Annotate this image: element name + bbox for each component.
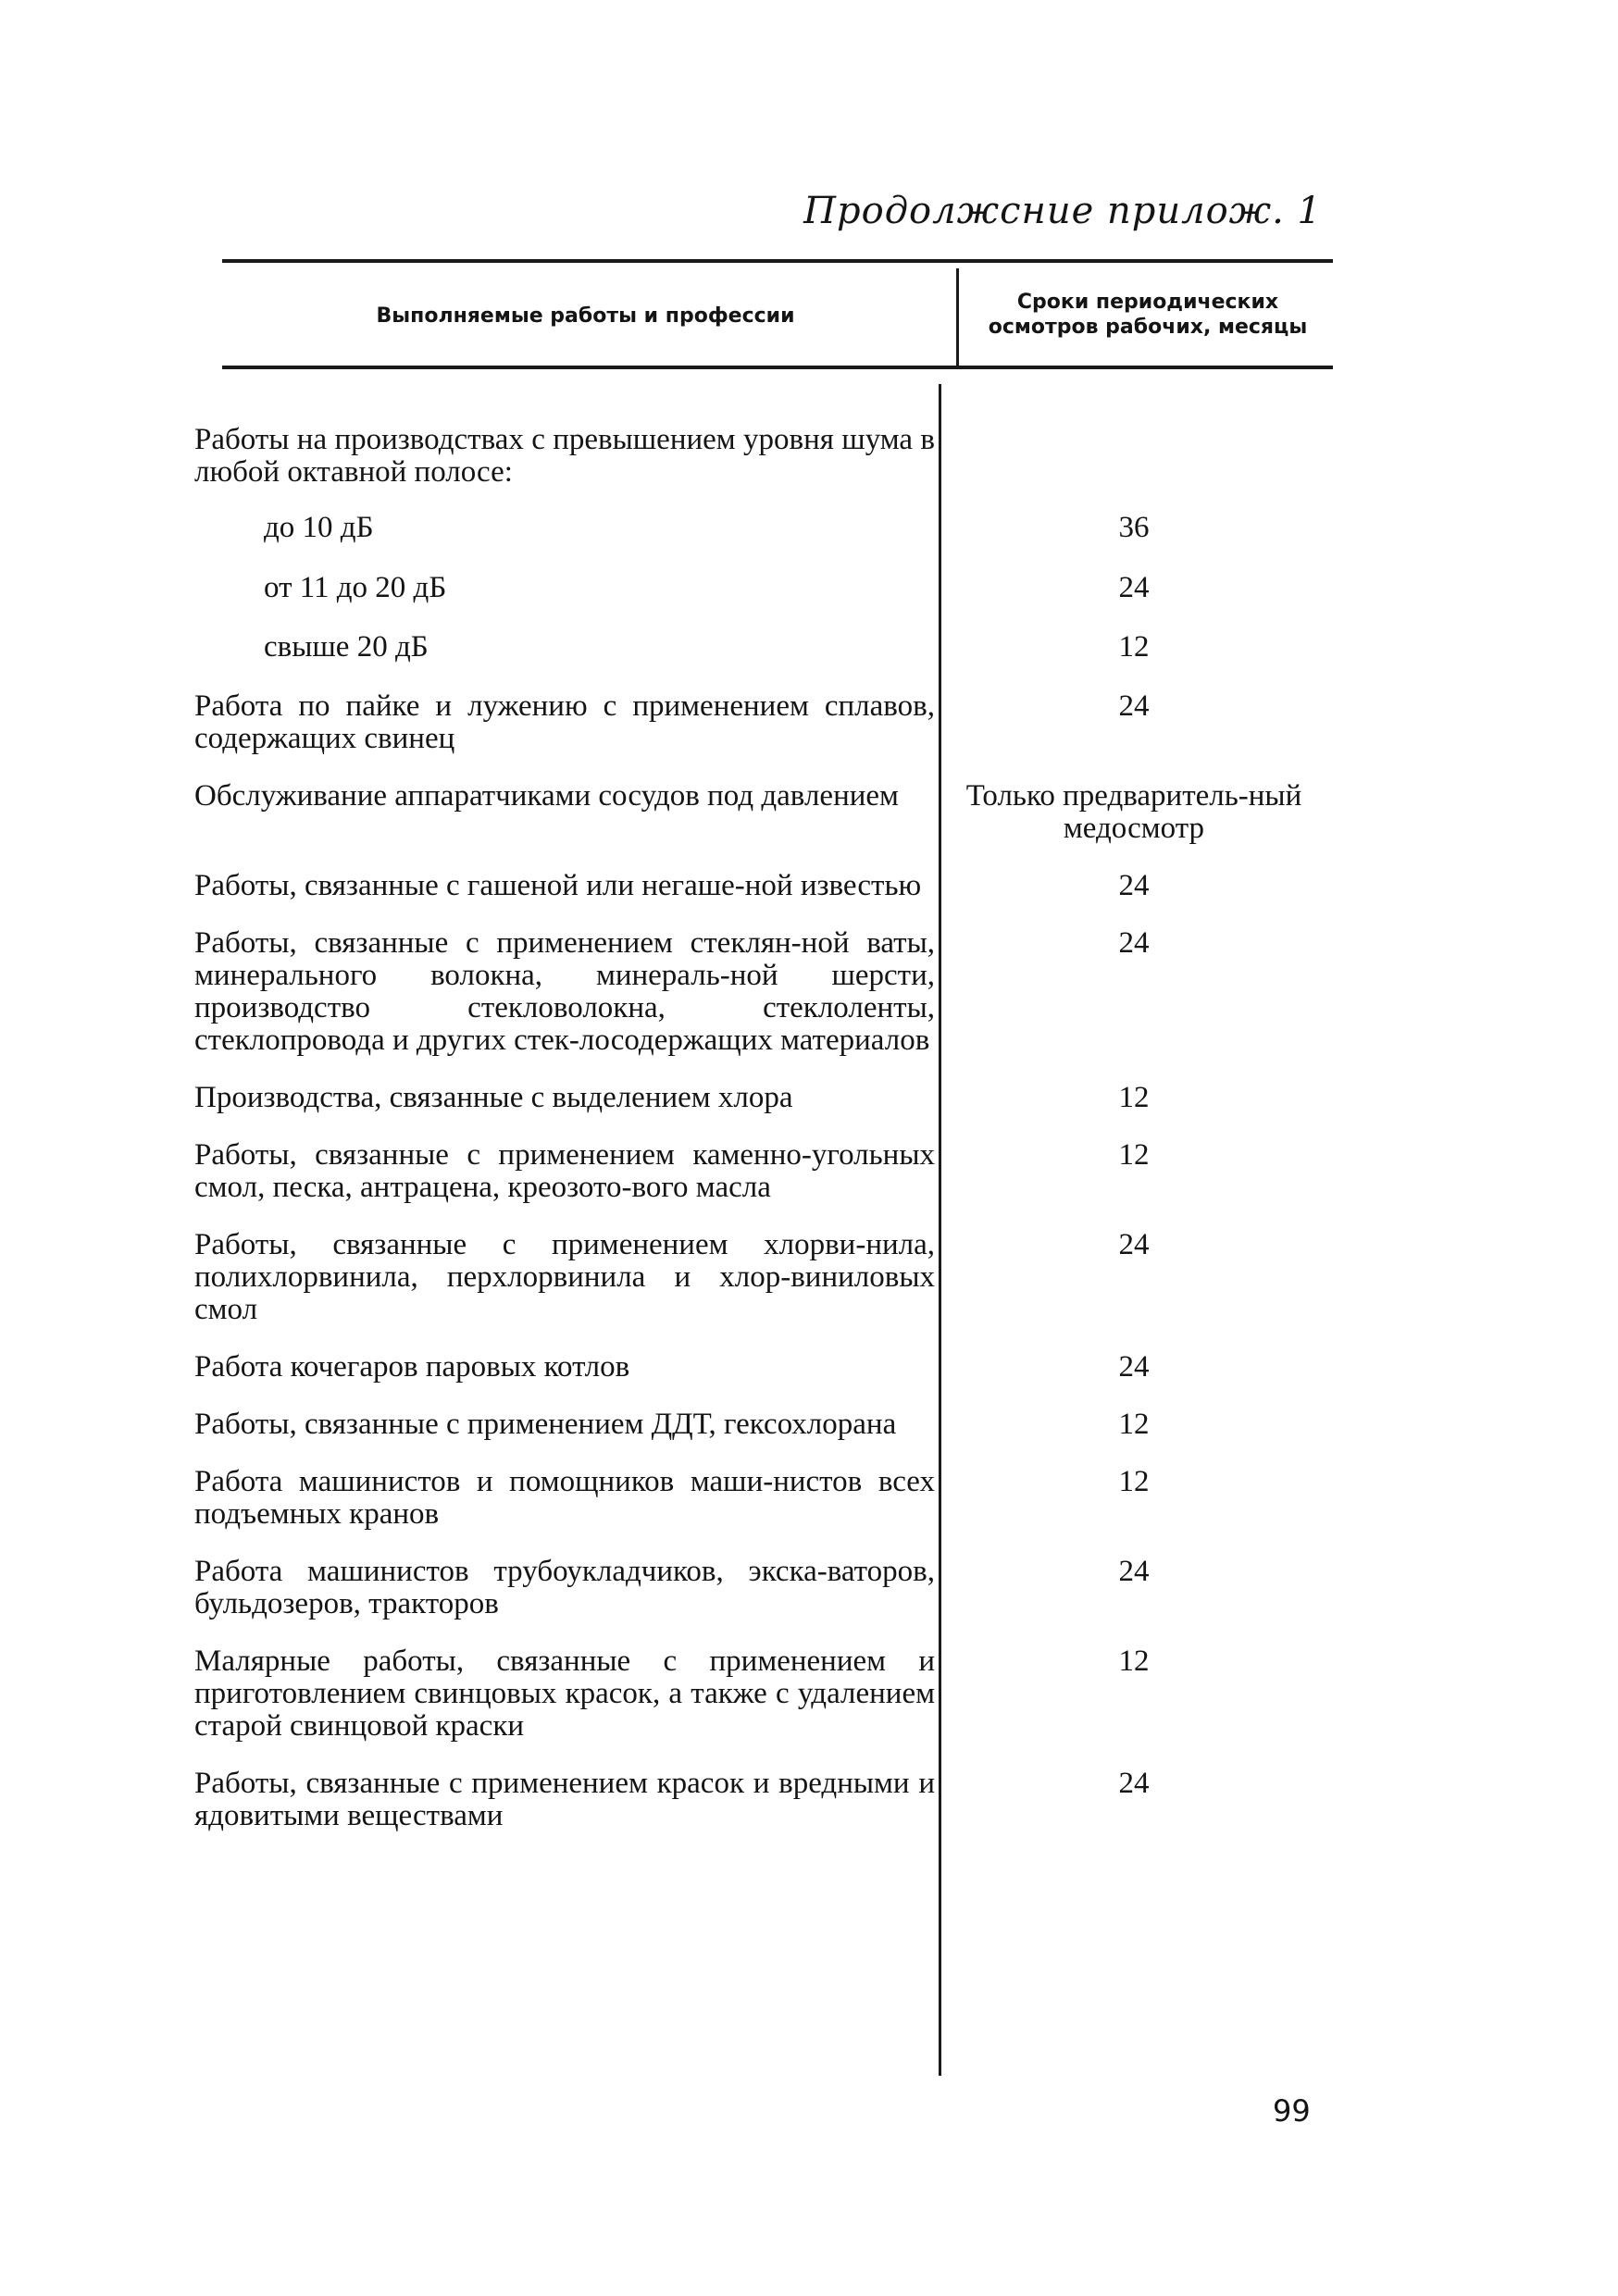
term-cell: Только предваритель-ный медосмотр [965,779,1302,845]
header-column-divider [956,268,959,366]
column-header-terms: Сроки периодических осмотров рабочих, месяцы [988,291,1308,339]
table-row [194,1229,1333,1326]
work-cell: Работа кочегаров паровых котлов [194,1350,630,1384]
table-header-rule [222,366,1333,369]
term-cell: 24 [1118,1767,1150,1800]
term-cell: 12 [1118,1644,1150,1678]
table-top-rule [222,259,1333,263]
term-cell: 24 [1118,1350,1150,1384]
running-head: Продолжсние прилож. 1 [803,190,1322,232]
work-cell: Производства, связанные с выделением хлора [194,1081,793,1114]
table-row [194,870,1333,902]
table-body [194,407,1333,1832]
table-row [194,631,1333,664]
term-cell: 12 [1118,1465,1150,1498]
term-cell: 12 [1118,630,1150,664]
table-row [194,690,1333,755]
page-number: 99 [1273,2093,1311,2128]
term-cell: 24 [1118,869,1150,902]
table-row [194,1556,1333,1620]
work-cell: Обслуживание аппаратчиками сосудов под давлением [194,779,899,813]
table-row [194,1466,1333,1531]
term-cell: 12 [1118,1081,1150,1114]
work-cell: Работы, связанные с применением ДДТ, гексохлорана [194,1408,897,1441]
term-cell: 24 [1118,926,1150,960]
table-row [194,424,1333,489]
table-row [194,780,1333,845]
work-cell: Работы, связанные с применением стеклян-ной ваты, минерального волокна, минераль-ной шерсти, производство стекловолокна, стеклоленты, стеклопровода и других стек-лосодержащих материалов [194,926,935,1057]
work-cell: Работы, связанные с применением хлорви-нила, полихлорвинила, перхлорвинила и хлор-виниловых смол [194,1228,935,1326]
column-header-works: Выполняемые работы и профессии [376,304,795,328]
table-row [194,1351,1333,1384]
table-row [194,1139,1333,1204]
term-cell: 12 [1118,1138,1150,1172]
work-cell: Работа по пайке и лужению с применением сплавов, содержащих свинец [194,689,935,755]
table-row [194,1645,1333,1743]
table-row [194,1409,1333,1441]
term-cell: 24 [1118,689,1150,723]
work-cell: Работы, связанные с применением каменно-угольных смол, песка, антрацена, креозото-вого масла [194,1138,935,1204]
work-cell: Работа машинистов трубоукладчиков, экска-ваторов, бульдозеров, тракторов [194,1555,935,1620]
work-cell: Работы на производствах с превышением уровня шума в любой октавной полосе: [194,423,935,489]
work-cell: Работа машинистов и помощников маши-нистов всех подъемных кранов [194,1465,935,1531]
term-cell: 24 [1118,1228,1150,1261]
work-cell: свыше 20 дБ [264,630,429,664]
table-row [194,512,1333,544]
term-cell: 12 [1118,1408,1150,1441]
table-row [194,1082,1333,1114]
table-row [194,1768,1333,1832]
work-cell: Работы, связанные с применением красок и вредными и ядовитыми веществами [194,1767,935,1832]
term-cell: 24 [1118,571,1150,604]
work-cell: от 11 до 20 дБ [264,571,447,604]
table-row [194,927,1333,1057]
term-cell: 24 [1118,1555,1150,1588]
work-cell: до 10 дБ [264,511,374,544]
work-cell: Работы, связанные с гашеной или негаше-ной известью [194,869,922,902]
table-row [194,572,1333,604]
term-cell: 36 [1118,511,1150,544]
work-cell: Малярные работы, связанные с применением и приготовлением свинцовых красок, а также с удалением старой свинцовой краски [194,1644,935,1743]
